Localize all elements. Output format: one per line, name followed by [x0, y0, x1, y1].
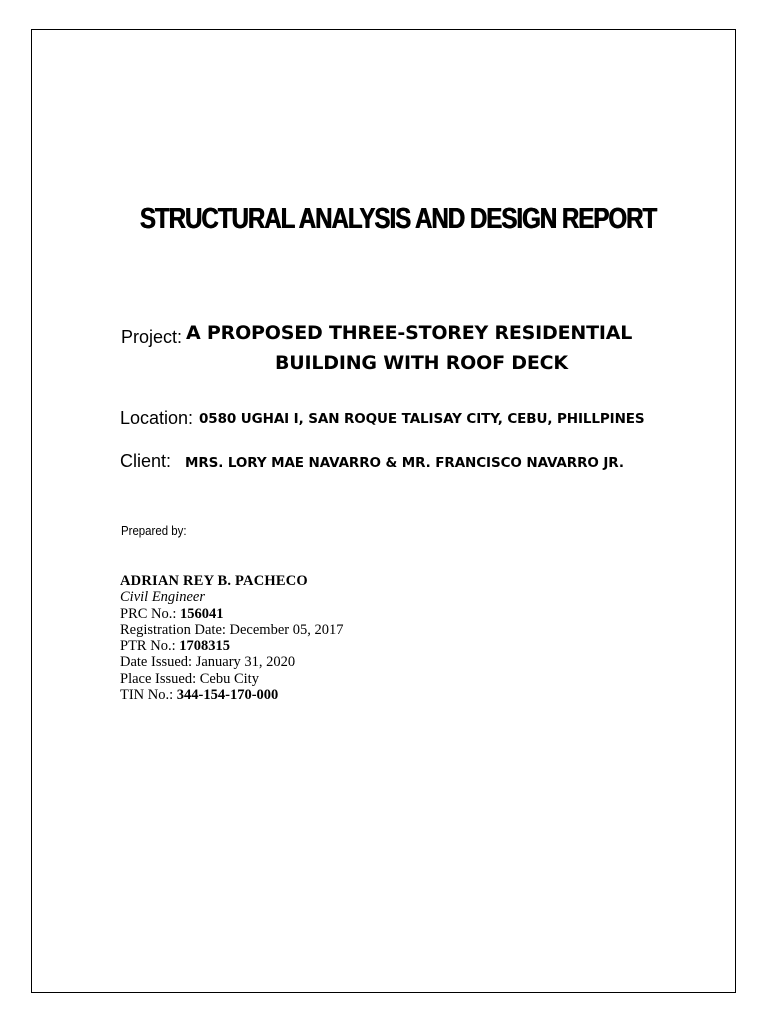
tin-label: TIN No.:: [120, 687, 174, 704]
tin-value: 344-154-170-000: [176, 687, 279, 704]
project-name-line2: BUILDING WITH ROOF DECK: [275, 352, 568, 374]
date-issued: Date Issued: January 31, 2020: [120, 654, 296, 671]
engineer-block: [120, 573, 343, 703]
prc-number: [120, 606, 343, 622]
engineer-name: ADRIAN REY B. PACHECO: [120, 573, 308, 589]
project-name-line1: A PROPOSED THREE-STOREY RESIDENTIAL: [186, 322, 633, 344]
place-issued: Place Issued: Cebu City: [120, 670, 259, 687]
ptr-number: [120, 638, 343, 654]
prepared-by-label: Prepared by:: [121, 523, 187, 538]
report-title: STRUCTURAL ANALYSIS AND DESIGN REPORT: [139, 203, 657, 235]
client-label: Client:: [120, 451, 172, 471]
engineer-role: Civil Engineer: [120, 589, 205, 606]
location-label: Location:: [120, 408, 194, 428]
tin-number: [120, 687, 343, 703]
prc-label: PRC No.:: [120, 605, 177, 622]
client-value: MRS. LORY MAE NAVARRO & MR. FRANCISCO NAVARRO JR.: [185, 455, 624, 471]
page-border: [31, 29, 736, 993]
prc-value: 156041: [180, 605, 224, 622]
ptr-value: 1708315: [179, 638, 230, 655]
registration-date: Registration Date: December 05, 2017: [120, 621, 344, 638]
ptr-label: PTR No.:: [120, 638, 176, 655]
location-value: 0580 UGHAI I, SAN ROQUE TALISAY CITY, CEBU, PHILLPINES: [199, 411, 645, 427]
project-label: Project:: [121, 327, 183, 347]
